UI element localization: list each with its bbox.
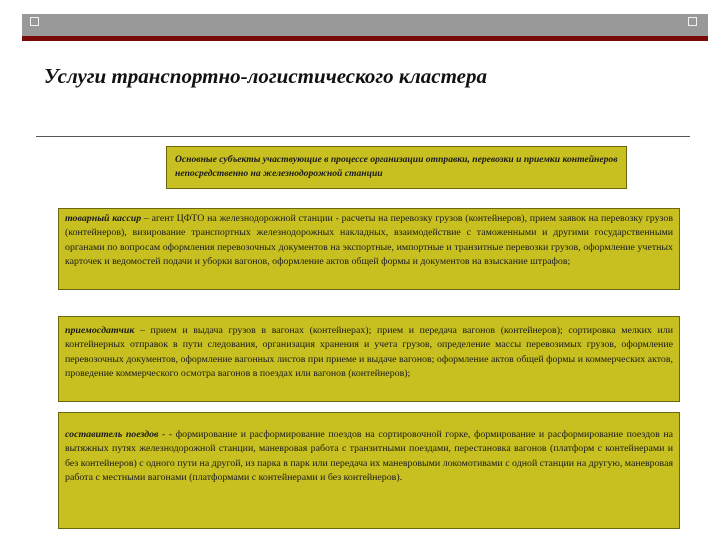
slide-title: Услуги транспортно-логистического кластера <box>44 64 487 88</box>
square-bullet-icon <box>30 17 39 26</box>
slide-header-accent-line <box>22 36 708 41</box>
subjects-header-box <box>166 146 627 189</box>
entry-term: приемосдатчик <box>65 325 135 336</box>
entry-box-cashier <box>58 208 680 290</box>
entry-description: – агент ЦФТО на железнодорожной станции - расчеты на перевозку грузов (контейнеров), прием заявок на перевозку грузов (контейнеров), визирование транспортных железнодорожных накладных, взаимодействие с таможенными и другими государственными органами по вопросам оформления перевозочных документов на экспортные, импортные и транзитные перевозки грузов, оформление учетных карточек и ведомостей подачи и уборки вагонов, оформление актов общей формы и документов на взыскание штрафов; <box>65 213 673 268</box>
entry-description: - - формирование и расформирование поездов на сортировочной горке, формирование и расформирование поездов на вытяжных путях железнодорожной станции, маневровая работа с транзитными поездами, перестановка вагонов (платформ с контейнерами и без контейнеров) с одного пути на другой, из парка в парк или передача их маневровыми локомотивами с одной станции на другую, маневровая работа с местными вагонами (платформами с контейнерами и без контейнеров). <box>65 429 673 484</box>
entry-term: товарный кассир <box>65 213 142 224</box>
entry-box-train-composer <box>58 412 680 529</box>
slide-header-bar <box>22 14 708 36</box>
title-divider <box>36 136 690 137</box>
square-bullet-icon <box>688 17 697 26</box>
entry-box-receiver <box>58 316 680 402</box>
entry-term: составитель поездов <box>65 429 159 440</box>
subjects-header-text: Основные субъекты участвующие в процессе организации отправки, перевозки и приемки контейнеров непосредственно на железнодорожной станции <box>175 154 618 179</box>
entry-description: – прием и выдача грузов в вагонах (контейнерах); прием и передача вагонов (контейнеров); сортировка мелких или контейнерных отправок в пути следования, организация хранения и учета грузов, определение массы перевозимых грузов, оформление перевозочных документов, оформление вагонных листов при приеме и выдаче вагонов; оформление актов общей формы и коммерческих актов, проведение коммерческого осмотра вагонов в поездах или вагонов (контейнеров); <box>65 325 673 380</box>
